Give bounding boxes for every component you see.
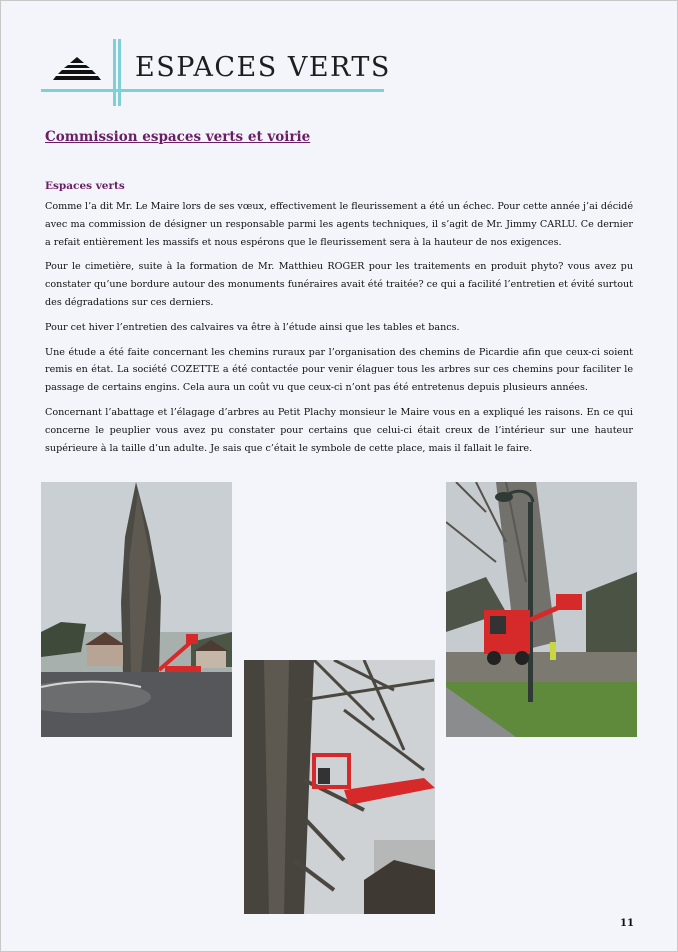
subsection-title: Espaces verts	[45, 180, 125, 192]
paragraph: Une étude a été faite concernant les chemins ruraux par l’organisation des chemins de Picardie afin que ceux-ci soient remis en état. La société COZETTE a été contactée pour venir élaguer tous les arbres sur ces chemins pour faciliter le passage de certains engins. Cela aura un coût vu que ceux-ci n’ont pas été entretenus depuis plusieurs années.	[45, 346, 633, 394]
paragraph: Concernant l’abattage et l’élagage d’arbres au Petit Plachy monsieur le Maire vous en a expliqué les raisons. En ce qui concerne le peuplier vous avez pu constater pour certains que celui-ci était creux de l’intérieur sur une hauteur supérieure à la taille d’un adulte. Je sais que c’était le symbole de cette place, mais il fallait le faire.	[45, 406, 633, 454]
page-title: ESPACES VERTS	[135, 52, 391, 83]
poplar-tree-lift-photo	[41, 482, 232, 737]
paragraph: Comme l’a dit Mr. Le Maire lors de ses vœux, effectivement le fleurissement a été un échec. Pour cette année j’ai décidé avec ma commission de désigner un responsable parmi les agents techniques, il s’agit de Mr. Jimmy CARLU. Ce dernier a refait entièrement les massifs et nous espérons que le fleurissement sera à la hauteur de nos exigences.	[45, 201, 633, 248]
section-title: Commission espaces verts et voirie	[45, 129, 311, 145]
paragraph: Pour cet hiver l’entretien des calvaires va être à l’étude ainsi que les tables et bancs.	[45, 321, 460, 333]
body-text	[45, 198, 633, 464]
header-divider-vertical-2	[118, 39, 121, 106]
square-lamp-post-photo	[446, 482, 637, 737]
header-divider-horizontal	[41, 89, 384, 92]
page-number: 11	[620, 918, 634, 929]
paragraph: Pour le cimetière, suite à la formation de Mr. Matthieu ROGER pour les traitements en produit phyto? vous avez pu constater qu’une bordure autour des monuments funéraires avait été traitée? ce qui a facilité l’entretien et évité surtout des dégradations sur ces derniers.	[45, 261, 634, 308]
mountain-logo-icon	[53, 57, 101, 81]
aerial-lift-bucket-photo	[244, 660, 435, 914]
header-divider-vertical	[113, 39, 116, 106]
